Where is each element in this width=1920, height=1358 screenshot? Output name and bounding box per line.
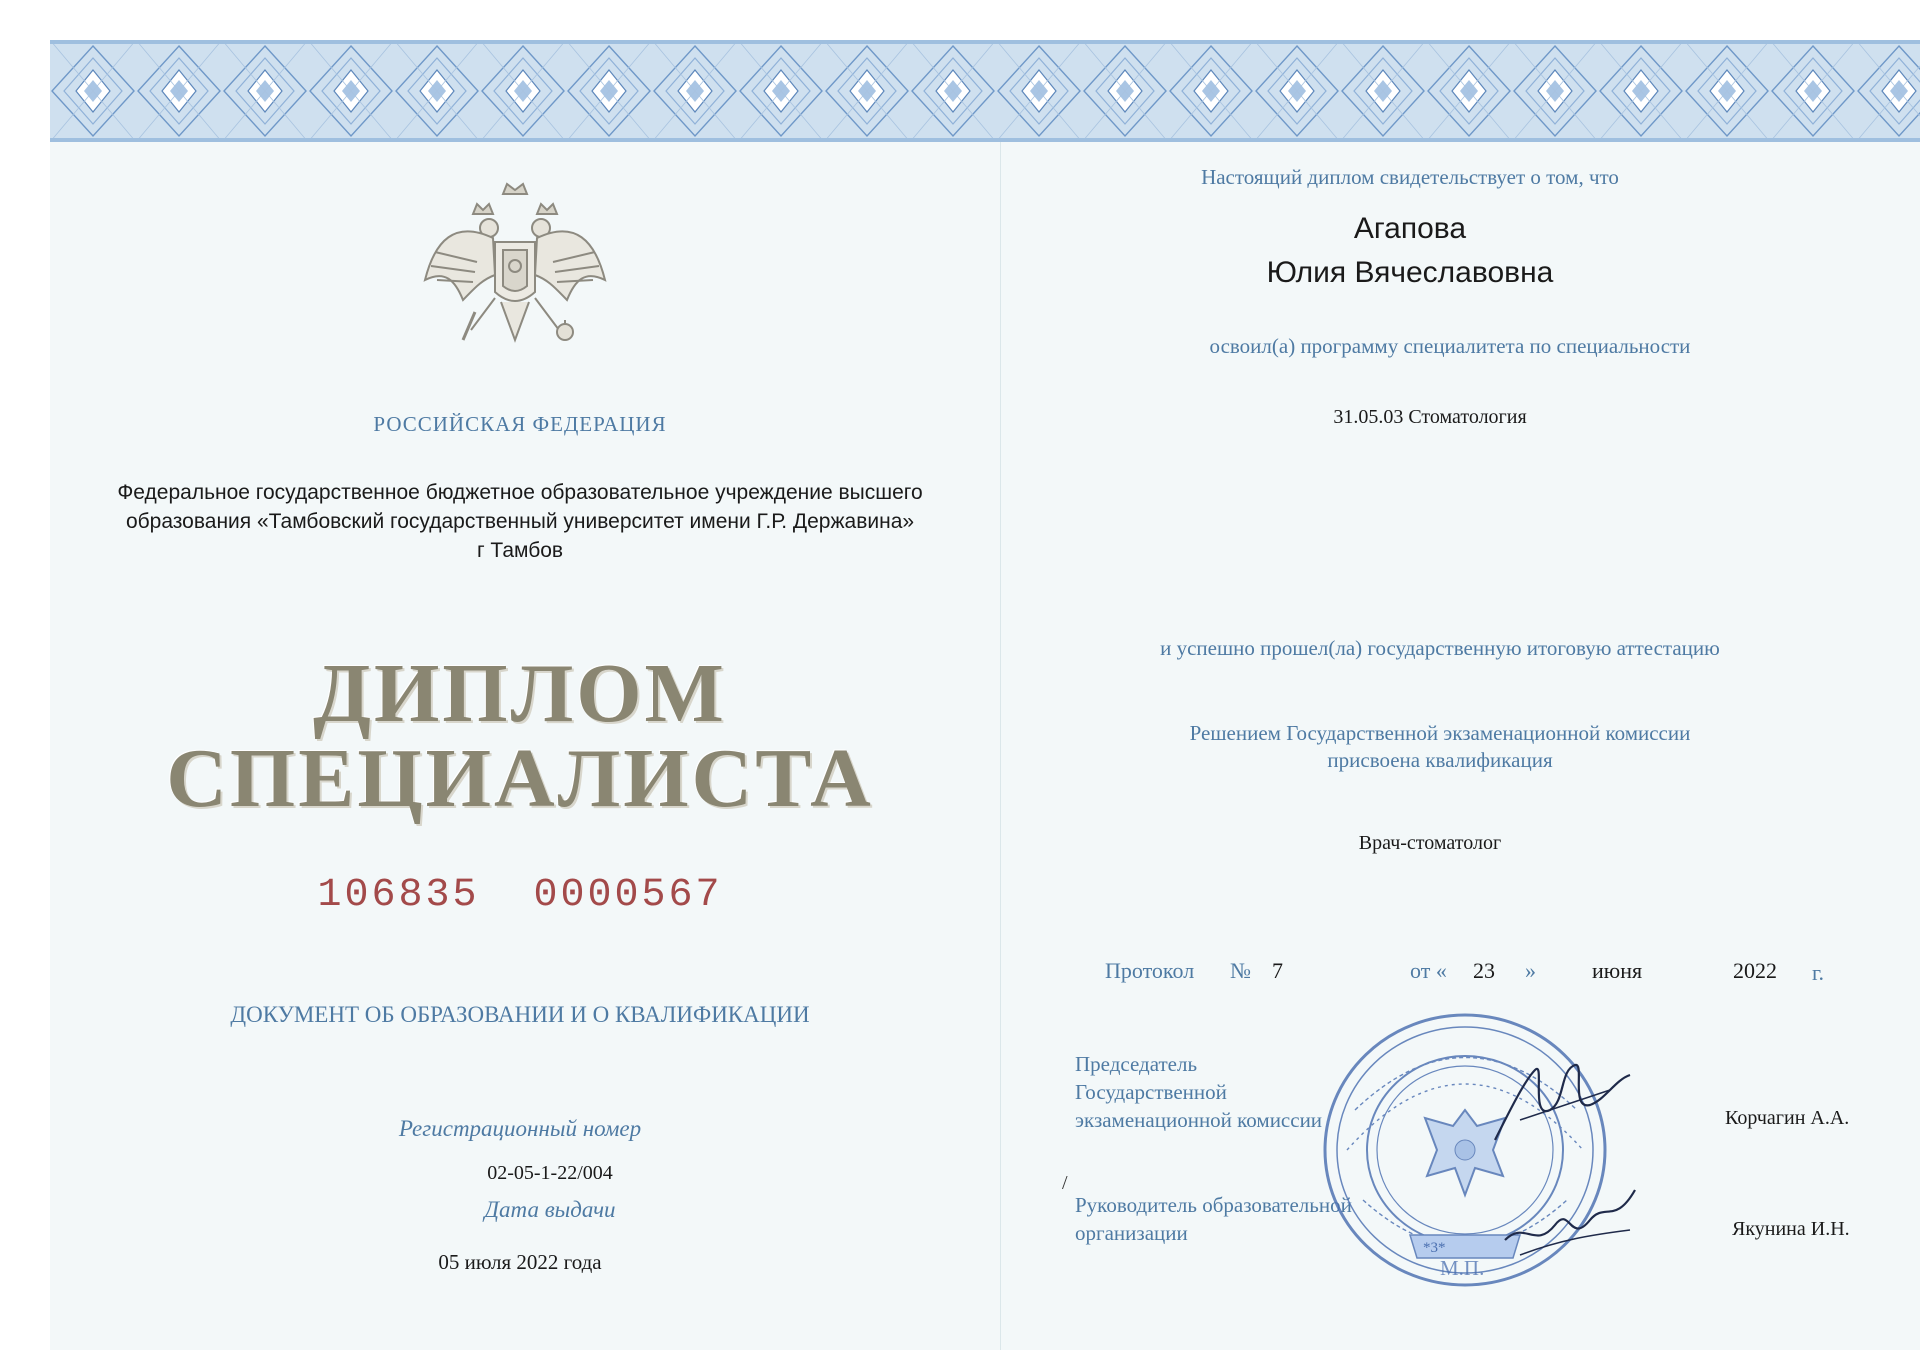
qualification: Врач-стоматолог <box>1358 832 1502 854</box>
coat-of-arms-icon <box>415 180 615 380</box>
commission-decision <box>1100 720 1780 774</box>
close-quote: » <box>1525 958 1536 983</box>
chair-name: Корчагин А.А. <box>1725 1107 1850 1129</box>
registration-number: 02-05-1-22/004 <box>487 1162 613 1184</box>
specialty: 31.05.03 Стоматология <box>1333 406 1527 428</box>
head-signature <box>1500 1180 1640 1275</box>
attestation-text: и успешно прошел(ла) государственную итоговую аттестацию <box>1160 636 1720 660</box>
number-sign: № <box>1230 958 1251 983</box>
intro-text: Настоящий диплом свидетельствует о том, что <box>1201 165 1619 189</box>
guilloche-border <box>50 40 1920 142</box>
country-label: РОССИЙСКАЯ ФЕДЕРАЦИЯ <box>373 412 667 436</box>
protocol-month: июня <box>1592 958 1643 983</box>
protocol-year: 2022 <box>1733 958 1777 983</box>
mastered-program-text: освоил(а) программу специалитета по специальности <box>1209 334 1691 358</box>
protocol-day: 23 <box>1473 958 1495 983</box>
institution-line-2: образования «Тамбовский государственный университет имени Г.Р. Державина» <box>125 510 915 533</box>
issue-date: 05 июля 2022 года <box>438 1250 602 1274</box>
year-suffix: г. <box>1812 960 1825 985</box>
document-type: ДОКУМЕНТ ОБ ОБРАЗОВАНИИ И О КВАЛИФИКАЦИИ <box>230 1002 810 1027</box>
head-line-2: организации <box>1075 1221 1188 1245</box>
issue-date-label: Дата выдачи <box>484 1197 616 1222</box>
registration-label: Регистрационный номер <box>398 1116 642 1141</box>
diploma-title-line-2: СПЕЦИАЛИСТА <box>166 732 874 825</box>
institution-line-1: Федеральное государственное бюджетное образовательное учреждение высшего <box>117 481 923 504</box>
serial-number: 106835 0000567 <box>317 873 723 918</box>
protocol-label: Протокол <box>1105 958 1195 983</box>
page-fold <box>1000 142 1001 1350</box>
chair-line-3: экзаменационной комиссии <box>1075 1108 1323 1132</box>
head-name: Якунина И.Н. <box>1732 1218 1850 1240</box>
head-title <box>1075 1191 1352 1247</box>
decision-line-1: Решением Государственной экзаменационной комиссии <box>1189 721 1691 745</box>
graduate-surname: Агапова <box>1353 212 1467 245</box>
institution-name <box>60 478 980 565</box>
institution-city: г Тамбов <box>476 539 564 562</box>
decision-line-2: присвоена квалификация <box>1327 748 1553 772</box>
head-line-1: Руководитель образовательной <box>1075 1193 1352 1217</box>
protocol-number: 7 <box>1272 958 1283 983</box>
chair-line-1: Председатель <box>1075 1052 1198 1076</box>
diploma-title-line-1: ДИПЛОМ <box>313 647 727 740</box>
mp-label: М.П. <box>1440 1256 1485 1280</box>
svg-text:*3*: *3* <box>1423 1240 1446 1256</box>
stray-mark: / <box>1062 1172 1068 1194</box>
chair-title <box>1075 1050 1322 1134</box>
chair-signature <box>1490 1050 1640 1165</box>
graduate-given-names: Юлия Вячеславовна <box>1266 256 1554 289</box>
chair-line-2: Государственной <box>1075 1080 1227 1104</box>
from-label: от « <box>1410 958 1447 983</box>
